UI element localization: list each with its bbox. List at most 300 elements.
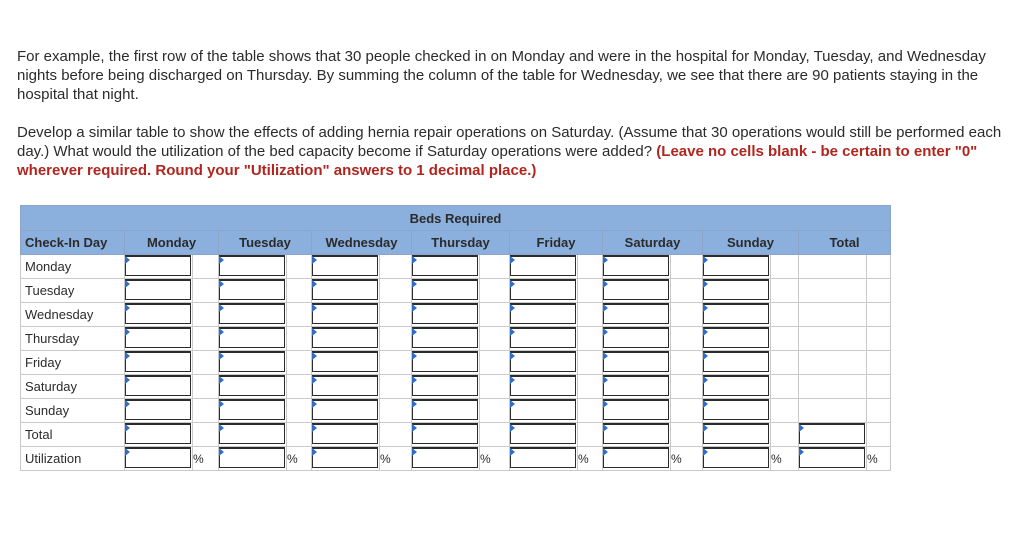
input-marker-icon [703,304,708,312]
answer-input[interactable] [703,327,769,348]
answer-input[interactable] [703,447,769,468]
answer-input[interactable] [510,447,576,468]
spacer-cell [771,375,799,399]
spacer-cell [771,327,799,351]
answer-input[interactable] [219,375,285,396]
input-marker-icon [219,256,224,264]
cell-tuesday-friday[interactable] [510,279,578,303]
answer-input[interactable] [312,303,378,324]
row-label-tuesday: Tuesday [21,279,125,303]
column-header-friday: Friday [510,231,603,255]
cell-saturday-monday[interactable] [125,375,193,399]
spacer-cell [771,279,799,303]
spacer-cell [287,399,312,423]
spacer-cell [867,255,891,279]
cell-saturday-saturday[interactable] [603,375,671,399]
input-marker-icon [703,328,708,336]
input-marker-icon [412,424,417,432]
cell-total-wednesday[interactable] [312,423,380,447]
percent-sign: % [578,447,603,471]
input-marker-icon [412,376,417,384]
input-marker-icon [125,448,130,456]
check-in-day-header: Check-In Day [21,231,125,255]
cell-wednesday-wednesday[interactable] [312,303,380,327]
cell-sunday-wednesday[interactable] [312,399,380,423]
answer-input[interactable] [603,327,669,348]
column-header-wednesday: Wednesday [312,231,412,255]
input-marker-icon [219,400,224,408]
answer-input[interactable] [312,327,378,348]
answer-input[interactable] [603,399,669,420]
input-marker-icon [603,424,608,432]
cell-thursday-wednesday[interactable] [312,327,380,351]
input-marker-icon [312,280,317,288]
spacer-cell [578,399,603,423]
cell-wednesday-tuesday[interactable] [219,303,287,327]
answer-input[interactable] [312,423,378,444]
input-marker-icon [603,256,608,264]
cell-utilization-saturday[interactable] [603,447,671,471]
cell-thursday-sunday[interactable] [703,327,771,351]
group-header: Beds Required [21,206,891,231]
input-marker-icon [510,328,515,336]
input-marker-icon [312,400,317,408]
cell-friday-monday[interactable] [125,351,193,375]
spacer-cell [380,327,412,351]
answer-input[interactable] [799,423,865,444]
answer-input[interactable] [703,351,769,372]
input-marker-icon [799,424,804,432]
input-marker-icon [603,448,608,456]
cell-tuesday-wednesday[interactable] [312,279,380,303]
input-marker-icon [125,304,130,312]
answer-input[interactable] [603,255,669,276]
cell-utilization-sunday[interactable] [703,447,771,471]
cell-tuesday-monday[interactable] [125,279,193,303]
input-marker-icon [312,256,317,264]
intro-paragraph-2-text: Develop a similar table to show the effects of adding hernia repair operations on Saturday. (Assume that 30 operations would still be performed each day.) What would the utilization of the bed capacity become if Saturday operations were added? [17,124,1002,160]
spacer-cell [671,327,703,351]
answer-input[interactable] [603,303,669,324]
spacer-cell [480,423,510,447]
input-marker-icon [219,328,224,336]
spacer-cell [480,399,510,423]
input-marker-icon [219,280,224,288]
input-marker-icon [603,376,608,384]
spacer-cell [480,375,510,399]
input-marker-icon [312,424,317,432]
input-marker-icon [412,304,417,312]
answer-input[interactable] [510,351,576,372]
answer-input[interactable] [412,255,478,276]
column-header-sunday: Sunday [703,231,799,255]
input-marker-icon [125,424,130,432]
answer-input[interactable] [125,351,191,372]
cell-thursday-saturday[interactable] [603,327,671,351]
spacer-cell [380,351,412,375]
row-label-thursday: Thursday [21,327,125,351]
cell-monday-wednesday[interactable] [312,255,380,279]
spacer-cell [193,399,219,423]
cell-monday-sunday[interactable] [703,255,771,279]
input-marker-icon [510,352,515,360]
input-marker-icon [703,424,708,432]
spacer-cell [380,255,412,279]
cell-tuesday-sunday[interactable] [703,279,771,303]
input-marker-icon [312,304,317,312]
column-header-thursday: Thursday [412,231,510,255]
input-marker-icon [510,256,515,264]
table-row [21,303,891,327]
answer-input[interactable] [799,447,865,468]
input-marker-icon [219,352,224,360]
answer-input[interactable] [510,327,576,348]
spacer-cell [193,303,219,327]
spacer-cell [480,327,510,351]
input-marker-icon [312,352,317,360]
answer-input[interactable] [125,423,191,444]
answer-input[interactable] [603,375,669,396]
answer-input[interactable] [510,279,576,300]
spacer-cell [380,399,412,423]
answer-input[interactable] [603,423,669,444]
input-marker-icon [412,448,417,456]
cell-saturday-tuesday[interactable] [219,375,287,399]
spacer-cell [671,375,703,399]
answer-input[interactable] [125,375,191,396]
spacer-cell [578,327,603,351]
spacer-cell [771,255,799,279]
spacer-cell [671,351,703,375]
answer-input[interactable] [219,303,285,324]
cell-utilization-wednesday[interactable] [312,447,380,471]
cell-thursday-friday[interactable] [510,327,578,351]
cell-monday-saturday[interactable] [603,255,671,279]
spacer-cell [287,375,312,399]
answer-input[interactable] [312,255,378,276]
cell-total-thursday[interactable] [412,423,480,447]
answer-input[interactable] [703,255,769,276]
answer-input[interactable] [125,255,191,276]
spacer-cell [287,351,312,375]
answer-input[interactable] [510,303,576,324]
spacer-cell [671,423,703,447]
column-header-monday: Monday [125,231,219,255]
cell-tuesday-saturday[interactable] [603,279,671,303]
answer-input[interactable] [125,327,191,348]
answer-input[interactable] [510,255,576,276]
input-marker-icon [125,280,130,288]
spacer-cell [578,351,603,375]
cell-friday-total [799,351,867,375]
table-row [21,279,891,303]
cell-monday-thursday[interactable] [412,255,480,279]
input-marker-icon [703,448,708,456]
cell-friday-sunday[interactable] [703,351,771,375]
spacer-cell [380,423,412,447]
spacer-cell [867,279,891,303]
input-marker-icon [312,448,317,456]
spacer-cell [578,423,603,447]
answer-input[interactable] [219,423,285,444]
row-label-sunday: Sunday [21,399,125,423]
cell-friday-saturday[interactable] [603,351,671,375]
row-label-saturday: Saturday [21,375,125,399]
answer-input[interactable] [312,447,378,468]
cell-thursday-thursday[interactable] [412,327,480,351]
answer-input[interactable] [219,351,285,372]
answer-input[interactable] [603,279,669,300]
percent-sign: % [867,447,891,471]
answer-input[interactable] [312,279,378,300]
spacer-cell [480,351,510,375]
cell-utilization-total[interactable] [799,447,867,471]
spacer-cell [867,423,891,447]
input-marker-icon [125,256,130,264]
spacer-cell [671,303,703,327]
spacer-cell [771,423,799,447]
cell-total-saturday[interactable] [603,423,671,447]
cell-wednesday-monday[interactable] [125,303,193,327]
answer-input[interactable] [412,279,478,300]
cell-saturday-wednesday[interactable] [312,375,380,399]
spacer-cell [287,327,312,351]
table-row [21,447,891,471]
column-header-saturday: Saturday [603,231,703,255]
row-label-wednesday: Wednesday [21,303,125,327]
input-marker-icon [312,328,317,336]
input-marker-icon [125,328,130,336]
cell-tuesday-thursday[interactable] [412,279,480,303]
answer-input[interactable] [412,399,478,420]
answer-input[interactable] [312,351,378,372]
input-marker-icon [603,328,608,336]
input-marker-icon [603,352,608,360]
answer-input[interactable] [603,447,669,468]
spacer-cell [671,255,703,279]
answer-input[interactable] [703,303,769,324]
answer-input[interactable] [412,375,478,396]
cell-utilization-monday[interactable] [125,447,193,471]
input-marker-icon [412,328,417,336]
answer-input[interactable] [219,447,285,468]
answer-input[interactable] [219,279,285,300]
cell-sunday-saturday[interactable] [603,399,671,423]
spacer-cell [578,279,603,303]
input-marker-icon [125,352,130,360]
input-marker-icon [603,304,608,312]
answer-input[interactable] [312,399,378,420]
percent-sign: % [671,447,703,471]
table-row [21,255,891,279]
spacer-cell [193,351,219,375]
spacer-cell [193,279,219,303]
cell-thursday-monday[interactable] [125,327,193,351]
cell-total-total[interactable] [799,423,867,447]
input-marker-icon [703,256,708,264]
answer-input[interactable] [219,399,285,420]
spacer-cell [287,423,312,447]
cell-thursday-total [799,327,867,351]
spacer-cell [771,399,799,423]
input-marker-icon [412,400,417,408]
spacer-cell [867,303,891,327]
spacer-cell [193,327,219,351]
spacer-cell [380,303,412,327]
answer-input[interactable] [703,375,769,396]
answer-input[interactable] [219,327,285,348]
spacer-cell [867,327,891,351]
input-marker-icon [703,280,708,288]
spacer-cell [193,423,219,447]
percent-sign: % [380,447,412,471]
answer-input[interactable] [125,447,191,468]
beds-required-table [20,205,891,471]
spacer-cell [578,375,603,399]
spacer-cell [671,399,703,423]
cell-monday-friday[interactable] [510,255,578,279]
cell-wednesday-saturday[interactable] [603,303,671,327]
cell-friday-wednesday[interactable] [312,351,380,375]
input-marker-icon [603,280,608,288]
cell-total-friday[interactable] [510,423,578,447]
input-marker-icon [703,376,708,384]
cell-sunday-total [799,399,867,423]
input-marker-icon [510,280,515,288]
cell-monday-total [799,255,867,279]
spacer-cell [193,375,219,399]
input-marker-icon [510,304,515,312]
spacer-cell [671,279,703,303]
cell-friday-friday[interactable] [510,351,578,375]
cell-monday-tuesday[interactable] [219,255,287,279]
spacer-cell [287,255,312,279]
answer-input[interactable] [703,279,769,300]
spacer-cell [480,279,510,303]
spacer-cell [287,303,312,327]
answer-input[interactable] [510,423,576,444]
percent-sign: % [480,447,510,471]
input-marker-icon [703,400,708,408]
percent-sign: % [771,447,799,471]
answer-input[interactable] [312,375,378,396]
spacer-cell [287,279,312,303]
cell-sunday-friday[interactable] [510,399,578,423]
input-marker-icon [603,400,608,408]
group-header-row [21,206,891,231]
intro-paragraph-2-emphasis: (Leave no cells blank - be certain to enter "0" wherever required. Round your "Utilization" answers to 1 decimal place.) [17,143,978,179]
spacer-cell [380,375,412,399]
cell-sunday-thursday[interactable] [412,399,480,423]
answer-input[interactable] [412,351,478,372]
cell-thursday-tuesday[interactable] [219,327,287,351]
answer-input[interactable] [510,399,576,420]
cell-friday-tuesday[interactable] [219,351,287,375]
cell-friday-thursday[interactable] [412,351,480,375]
spacer-cell [578,303,603,327]
spacer-cell [578,255,603,279]
input-marker-icon [412,280,417,288]
answer-input[interactable] [125,303,191,324]
cell-utilization-tuesday[interactable] [219,447,287,471]
cell-wednesday-thursday[interactable] [412,303,480,327]
input-marker-icon [219,304,224,312]
answer-input[interactable] [125,279,191,300]
spacer-cell [193,255,219,279]
input-marker-icon [125,400,130,408]
answer-input[interactable] [412,447,478,468]
column-header-row [21,231,891,255]
input-marker-icon [219,448,224,456]
input-marker-icon [125,376,130,384]
input-marker-icon [312,376,317,384]
cell-wednesday-sunday[interactable] [703,303,771,327]
input-marker-icon [412,256,417,264]
answer-input[interactable] [219,255,285,276]
input-marker-icon [510,424,515,432]
cell-wednesday-total [799,303,867,327]
table-row [21,423,891,447]
answer-input[interactable] [412,303,478,324]
input-marker-icon [219,376,224,384]
input-marker-icon [510,400,515,408]
cell-utilization-friday[interactable] [510,447,578,471]
column-header-total: Total [799,231,891,255]
input-marker-icon [510,448,515,456]
cell-saturday-sunday[interactable] [703,375,771,399]
spacer-cell [480,255,510,279]
cell-sunday-monday[interactable] [125,399,193,423]
intro-paragraph-1: For example, the first row of the table shows that 30 people checked in on Monday and were in the hospital for Monday, Tuesday, and Wednesday nights before being discharged on Thursday. By summing the column of the table for Wednesday, we see that there are 90 patients staying in the hospital that night. [17,48,986,103]
cell-utilization-thursday[interactable] [412,447,480,471]
input-marker-icon [219,424,224,432]
answer-input[interactable] [125,399,191,420]
cell-total-monday[interactable] [125,423,193,447]
answer-input[interactable] [703,423,769,444]
cell-saturday-thursday[interactable] [412,375,480,399]
spacer-cell [380,279,412,303]
instructions [17,47,1007,180]
cell-tuesday-total [799,279,867,303]
answer-input[interactable] [412,423,478,444]
spacer-cell [867,375,891,399]
answer-input[interactable] [412,327,478,348]
cell-tuesday-tuesday[interactable] [219,279,287,303]
cell-total-sunday[interactable] [703,423,771,447]
spacer-cell [771,303,799,327]
cell-saturday-total [799,375,867,399]
cell-total-tuesday[interactable] [219,423,287,447]
spacer-cell [771,351,799,375]
cell-monday-monday[interactable] [125,255,193,279]
cell-sunday-tuesday[interactable] [219,399,287,423]
row-label-monday: Monday [21,255,125,279]
row-label-total: Total [21,423,125,447]
answer-input[interactable] [510,375,576,396]
answer-input[interactable] [703,399,769,420]
cell-saturday-friday[interactable] [510,375,578,399]
answer-input[interactable] [603,351,669,372]
cell-wednesday-friday[interactable] [510,303,578,327]
table-row [21,375,891,399]
spacer-cell [480,303,510,327]
input-marker-icon [510,376,515,384]
row-label-utilization: Utilization [21,447,125,471]
cell-sunday-sunday[interactable] [703,399,771,423]
intro-paragraph-2 [17,123,1007,180]
input-marker-icon [799,448,804,456]
percent-sign: % [193,447,219,471]
